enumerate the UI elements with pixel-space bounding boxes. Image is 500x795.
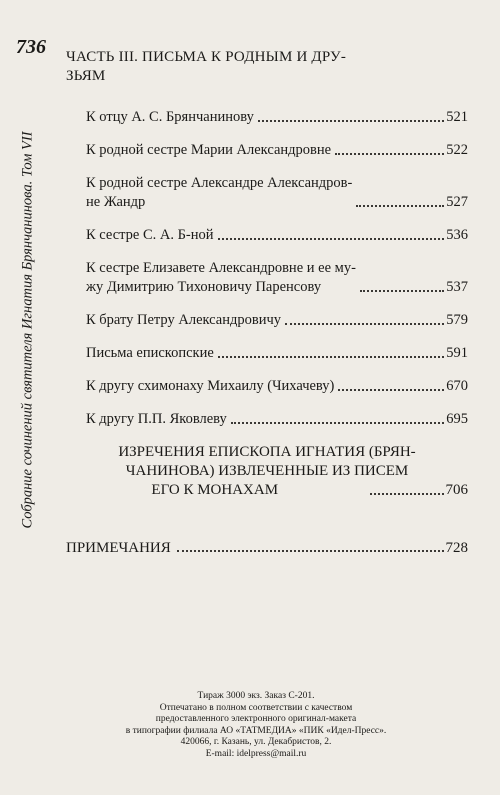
page-number: 736 <box>16 36 46 58</box>
dot-leader <box>360 290 444 292</box>
dot-leader <box>338 389 444 391</box>
dot-leader <box>285 323 444 325</box>
toc-entry-page: 527 <box>446 194 468 210</box>
toc-entry-page: 579 <box>446 312 468 328</box>
imprint-line: Отпечатано в полном соответствии с качеством <box>159 702 353 713</box>
dot-leader <box>231 422 444 424</box>
dot-leader <box>218 356 444 358</box>
sayings-last-line <box>66 481 468 500</box>
toc-entry-page: 670 <box>446 378 468 394</box>
toc-entry-title: К родной сестре Александре Александров- не Жандр <box>86 175 353 210</box>
imprint-line: 420066, г. Казань, ул. Декабристов, 2. <box>180 737 332 748</box>
sayings-page: 706 <box>445 482 468 498</box>
toc-entry-page: 536 <box>446 227 468 243</box>
imprint-line: Тираж 3000 экз. Заказ С-201. <box>197 691 315 701</box>
section-heading-line: ЧАСТЬ III. ПИСЬМА К РОДНЫМ И ДРУ- <box>66 49 347 65</box>
notes-page: 728 <box>445 540 468 556</box>
toc-entry[interactable] <box>86 410 468 429</box>
toc-entry-title: Письма епископские <box>86 345 214 361</box>
table-of-contents <box>66 48 468 557</box>
imprint <box>96 691 416 761</box>
imprint-line: в типографии филиала АО «ТАТМЕДИА» «ПИК «Идел-Пресс». <box>125 725 387 736</box>
toc-entry[interactable] <box>86 108 468 127</box>
toc-entry-page: 537 <box>446 279 468 295</box>
imprint-line: E-mail: idelpress@mail.ru <box>205 748 307 759</box>
toc-entry-page: 521 <box>446 109 468 125</box>
toc-entry-page: 695 <box>446 411 468 427</box>
toc-entry[interactable] <box>86 141 468 160</box>
notes-title: ПРИМЕЧАНИЯ <box>66 540 171 556</box>
toc-entry[interactable] <box>86 174 468 212</box>
toc-entry-title: К брату Петру Александровичу <box>86 312 282 328</box>
toc-list <box>86 108 468 429</box>
toc-entry-title: К другу П.П. Яковлеву <box>86 411 227 427</box>
dot-leader <box>258 120 444 122</box>
toc-entry-title: К сестре С. А. Б-ной <box>86 227 214 243</box>
running-head-text: Собрание сочинений святителя Игнатия Брянчанинова. Том VII <box>19 131 36 529</box>
toc-entry-title: К родной сестре Марии Александровне <box>86 142 332 158</box>
section-heading <box>66 48 468 86</box>
sayings-line: ИЗРЕЧЕНИЯ ЕПИСКОПА ИГНАТИЯ (БРЯН- <box>118 444 416 460</box>
toc-entry-title: К сестре Елизавете Александровне и ее му- жу Димитрию Тихоновичу Паренсову <box>86 260 356 295</box>
dot-leader <box>335 153 444 155</box>
toc-entry-notes[interactable] <box>66 540 468 557</box>
toc-entry[interactable] <box>86 226 468 245</box>
toc-entry-title: К отцу А. С. Брянчанинову <box>86 109 254 125</box>
dot-leader <box>177 550 444 552</box>
toc-entry-page: 522 <box>446 142 468 158</box>
toc-entry[interactable] <box>86 377 468 396</box>
dot-leader <box>218 238 445 240</box>
toc-entry[interactable] <box>86 259 468 297</box>
toc-entry-page: 591 <box>446 345 468 361</box>
dot-leader <box>356 205 444 207</box>
toc-entry-sayings[interactable] <box>66 443 468 500</box>
section-heading-line: ЗЬЯМ <box>66 68 106 84</box>
sayings-line: ЕГО К МОНАХАМ <box>151 482 279 498</box>
running-head <box>18 70 38 590</box>
toc-entry-title: К другу схимонаху Михаилу (Чихачеву) <box>86 378 335 394</box>
dot-leader <box>370 493 444 495</box>
toc-entry[interactable] <box>86 311 468 330</box>
imprint-line: предоставленного электронного оригинал-макета <box>155 714 357 725</box>
toc-entry[interactable] <box>86 344 468 363</box>
sayings-line: ЧАНИНОВА) ИЗВЛЕЧЕННЫЕ ИЗ ПИСЕМ <box>125 463 409 479</box>
